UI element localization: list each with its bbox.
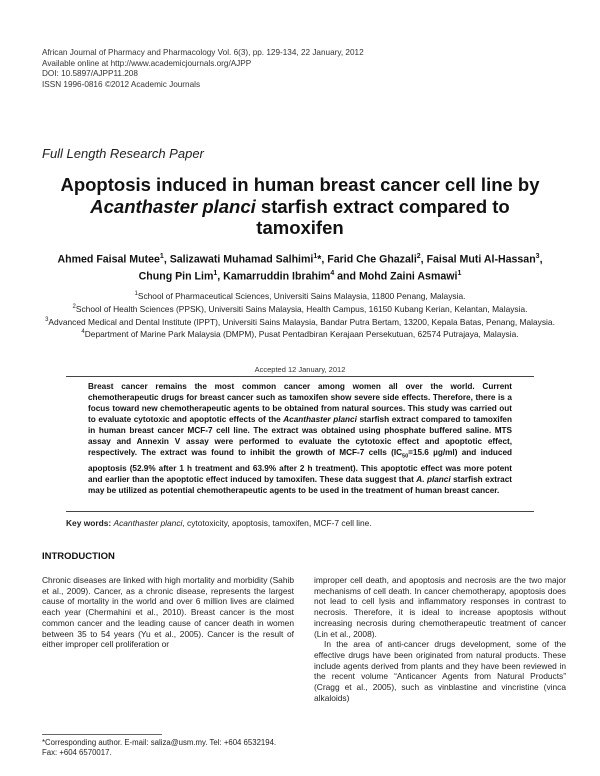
author-sup: 1 [313, 253, 318, 260]
abstract-text: starfish extract may be utilized as potential chemotherapeutic agents to be used in the treatment of human breast cancer. [88, 474, 512, 495]
paragraph: Chronic diseases are linked with high mortality and morbidity (Sahib et al., 2009). Cancer, as a chronic disease, represents the largest cause of mortality in the world and over 6 million lives are claimed each year (Chermahini et al., 2010). Breast cancer is the most common cancer and the leading cause of cancer death in women between 35 to 54 years (Yu et al., 2005). Cancer is the result of either improper cell proliferation or [42, 575, 294, 650]
journal-url: Available online at http://www.academicjournals.org/AJPP [42, 58, 252, 68]
body-column-right [314, 575, 566, 703]
abstract-bottom-rule [66, 511, 534, 512]
affiliation-text: Department of Marine Park Malaysia (DMPM), Pusat Pentadbiran Kerajaan Persekutuan, 62574 Putrajaya, Malaysia. [84, 329, 519, 340]
journal-header [42, 48, 364, 90]
author: Faisal Muti Al-Hassan [426, 253, 536, 266]
journal-citation: African Journal of Pharmacy and Pharmacology Vol. 6(3), pp. 129-134, 22 January, 2012 [42, 48, 364, 57]
keywords-list: , cytotoxicity, apoptosis, tamoxifen, MCF-7 cell line. [182, 518, 372, 528]
author-sup: 1 [213, 270, 218, 278]
title-part-2: starfish extract compared to tamoxifen [255, 195, 510, 238]
abstract-species: Acanthaster planci [283, 415, 357, 424]
affiliations [40, 289, 560, 340]
paper-type: Full Length Research Paper [42, 146, 204, 161]
author-sep: *, [317, 253, 328, 266]
affiliation [40, 302, 560, 315]
issn: ISSN 1996-0816 ©2012 Academic Journals [42, 79, 201, 89]
author: Mohd Zaini Asmawi [358, 270, 458, 283]
author-list [52, 250, 548, 284]
author: Ahmed Faisal Mutee [57, 253, 160, 266]
keywords-label: Key words: [66, 518, 114, 528]
section-heading-introduction: INTRODUCTION [42, 551, 115, 562]
paper-title [60, 174, 540, 239]
author-sep: and [334, 270, 359, 283]
author-sup: 2 [416, 253, 421, 260]
affiliation [40, 315, 560, 328]
title-part-1: Apoptosis induced in human breast cancer cell line by [60, 174, 540, 195]
author: Salizawati Muhamad Salhimi [169, 253, 314, 266]
author: Kamarruddin Ibrahim [223, 270, 331, 283]
author-sup: 4 [330, 270, 335, 278]
author-sep: , [420, 253, 427, 266]
footnote-rule [42, 734, 162, 735]
corresponding-author-footnote: *Corresponding author. E-mail: saliza@usm.my. Tel: +604 6532194. Fax: +604 6570017. [42, 738, 277, 757]
abstract [88, 381, 512, 496]
ic50-subscript: 50 [402, 453, 409, 460]
author-sep: , [217, 270, 224, 283]
affiliation-sup: 4 [81, 329, 85, 336]
body-column-left [42, 575, 294, 650]
affiliation-sup: 3 [45, 316, 49, 323]
affiliation [40, 327, 560, 340]
accepted-date: Accepted 12 January, 2012 [254, 365, 346, 374]
author-sup: 3 [535, 253, 540, 260]
paragraph: In the area of anti-cancer drugs development, some of the effective drugs have been originated from natural products. These include agents derived from plants and they have been reviewed in the recent volume “Anticancer Agents from Natural Products” (Cragg et al., 2005), such as vinblastine and vincristine (vinca alkaloids) [314, 639, 566, 703]
author-sup: 1 [159, 253, 164, 260]
affiliation [40, 289, 560, 302]
abstract-text: starfish extract compared to tamoxifen in human breast cancer MCF-7 cell line. The extract was obtained using phosphate buffered saline. MTS assay and Annexin V assay were performed to evaluate the cytotoxic effect and apoptotic effect, respectively. The extract was found to inhibit the growth of MCF-7 cells (IC [88, 415, 512, 457]
doi: DOI: 10.5897/AJPP11.208 [42, 69, 138, 78]
affiliation-text: Advanced Medical and Dental Institute (IPPT), Universiti Sains Malaysia, Bandar Putra Bertam, 13200, Kepala Batas, Penang, Malaysia. [48, 316, 555, 327]
abstract-species: A. planci [416, 474, 451, 484]
affiliation-sup: 1 [134, 291, 138, 297]
author: Farid Che Ghazali [327, 253, 417, 266]
author-sep: , [163, 253, 170, 266]
abstract-top-rule [66, 376, 534, 377]
affiliation-sup: 2 [72, 303, 76, 310]
abstract-text: Breast cancer remains the most common cancer among women all over the world. Current chemotherapeutic drugs for breast cancer such as tamoxifen show severe side effects. Therefore, there is a focus toward new chemotherapeutic agents to be obtained from natural sources. This study was carried out to evaluate cytotoxic and apoptotic effects of the [88, 382, 512, 424]
keywords-species: Acanthaster planci [113, 518, 183, 528]
abstract-text: =15.6 µg/ml) and induced apoptosis (52.9% after 1 h treatment and 63.9% after 2 h treatment). This apoptotic effect was more potent and earlier than the apoptotic effect induced by tamoxifen. These data suggest that [88, 448, 512, 484]
keywords [66, 518, 536, 528]
author: Chung Pin Lim [138, 270, 214, 283]
author-sup: 1 [457, 270, 462, 278]
title-species: Acanthaster planci [90, 195, 256, 217]
affiliation-text: School of Pharmaceutical Sciences, Universiti Sains Malaysia, 11800 Penang, Malaysia. [137, 290, 466, 301]
paragraph: improper cell death, and apoptosis and necrosis are the two major mechanisms of cell death. In cancer chemotherapy, apoptosis does not lead to cell lysis and inflammatory responses in contrast to necrosis. Therefore, it is ideal to increase apoptosis without increasing necrosis during chemotherapeutic treatment of cancer (Lin et al., 2008). [314, 575, 566, 639]
author-sep: , [539, 253, 543, 266]
affiliation-text: School of Health Sciences (PPSK), Universiti Sains Malaysia, Health Campus, 16150 Kubang Kerian, Kelantan, Malaysia. [75, 303, 528, 314]
